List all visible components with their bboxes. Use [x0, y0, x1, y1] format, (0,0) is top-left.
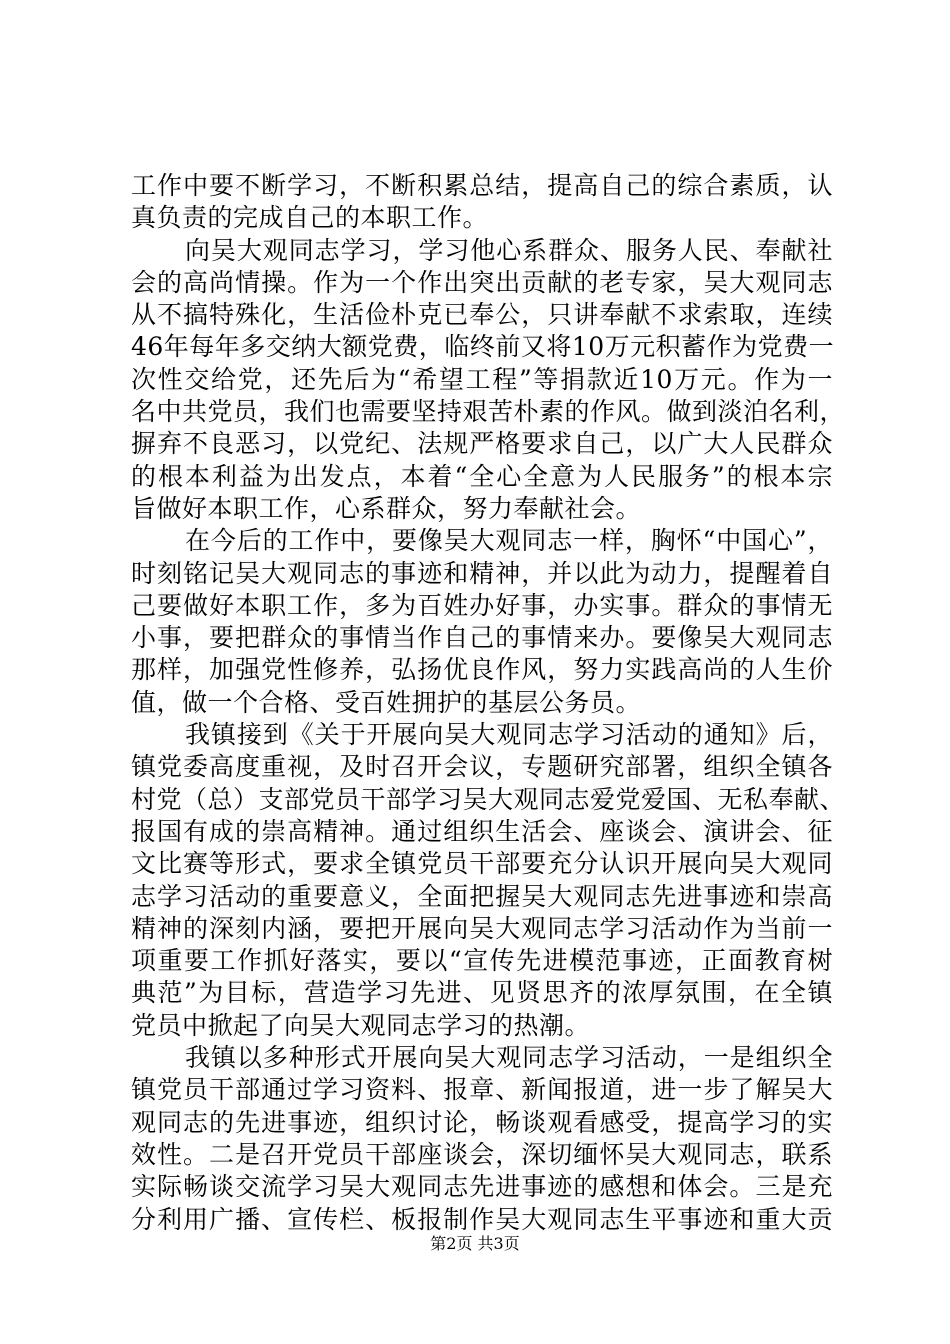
text-line: 那样，加强党性修养，弘扬优良作风，努力实践高尚的人生价 — [131, 655, 833, 685]
text-line: 次性交给党，还先后为“希望工程”等捐款近10万元。作为一 — [131, 364, 833, 394]
text-line: 观同志的先进事迹，组织讨论，畅谈观看感受，提高学习的实 — [131, 1107, 833, 1137]
text-line: 从不搞特殊化，生活俭朴克已奉公，只讲奉献不求索取，连续 — [131, 300, 833, 330]
text-line: 的根本利益为出发点，本着“全心全意为人民服务”的根本宗 — [131, 461, 833, 491]
text-line: 典范”为目标，营造学习先进、见贤思齐的浓厚氛围，在全镇 — [131, 978, 833, 1008]
text-line: 村党（总）支部党员干部学习吴大观同志爱党爱国、无私奉献、 — [131, 784, 846, 814]
text-line: 旨做好本职工作，心系群众，努力奉献社会。 — [131, 493, 642, 523]
text-line: 值，做一个合格、受百姓拥护的基层公务员。 — [131, 687, 642, 717]
text-line: 名中共党员，我们也需要坚持艰苦朴素的作风。做到淡泊名利， — [131, 397, 846, 427]
text-line: 项重要工作抓好落实，要以“宣传先进模范事迹，正面教育树 — [131, 946, 833, 976]
text-line: 在今后的工作中，要像吴大观同志一样，胸怀“中国心”， — [185, 526, 833, 556]
text-line: 镇党委高度重视，及时召开会议，专题研究部署，组织全镇各 — [131, 752, 833, 782]
text-line: 镇党员干部通过学习资料、报章、新闻报道，进一步了解吴大 — [131, 1075, 833, 1105]
body-text — [131, 170, 846, 1236]
text-line: 报国有成的崇高精神。通过组织生活会、座谈会、演讲会、征 — [131, 816, 833, 846]
text-line: 向吴大观同志学习，学习他心系群众、服务人民、奉献社 — [185, 235, 833, 265]
text-line: 精神的深刻内涵，要把开展向吴大观同志学习活动作为当前一 — [131, 913, 833, 943]
page-footer: 第2页 共3页 — [430, 1234, 520, 1253]
text-line: 志学习活动的重要意义，全面把握吴大观同志先进事迹和崇高 — [131, 881, 833, 911]
text-line: 摒弃不良恶习，以党纪、法规严格要求自己，以广大人民群众 — [131, 429, 833, 459]
text-line: 文比赛等形式，要求全镇党员干部要充分认识开展向吴大观同 — [131, 849, 833, 879]
text-line: 46年每年多交纳大额党费，临终前又将10万元积蓄作为党费一 — [131, 332, 835, 362]
text-line: 党员中掀起了向吴大观同志学习的热潮。 — [131, 1010, 591, 1040]
text-line: 小事，要把群众的事情当作自己的事情来办。要像吴大观同志 — [131, 623, 833, 653]
text-line: 时刻铭记吴大观同志的事迹和精神，并以此为动力，提醒着自 — [131, 558, 833, 588]
text-line: 实际畅谈交流学习吴大观同志先进事迹的感想和体会。三是充 — [131, 1172, 833, 1202]
text-line: 我镇接到《关于开展向吴大观同志学习活动的通知》后， — [185, 720, 833, 750]
text-line: 真负责的完成自己的本职工作。 — [131, 203, 489, 233]
text-line: 会的高尚情操。作为一个作出突出贡献的老专家，吴大观同志 — [131, 267, 833, 297]
text-line: 我镇以多种形式开展向吴大观同志学习活动，一是组织全 — [185, 1043, 833, 1073]
text-line: 工作中要不断学习，不断积累总结，提高自己的综合素质，认 — [131, 171, 833, 200]
text-line: 分利用广播、宣传栏、板报制作吴大观同志生平事迹和重大贡 — [131, 1204, 833, 1234]
text-line: 效性。二是召开党员干部座谈会，深切缅怀吴大观同志，联系 — [131, 1139, 833, 1169]
text-line: 己要做好本职工作，多为百姓办好事，办实事。群众的事情无 — [131, 590, 833, 620]
